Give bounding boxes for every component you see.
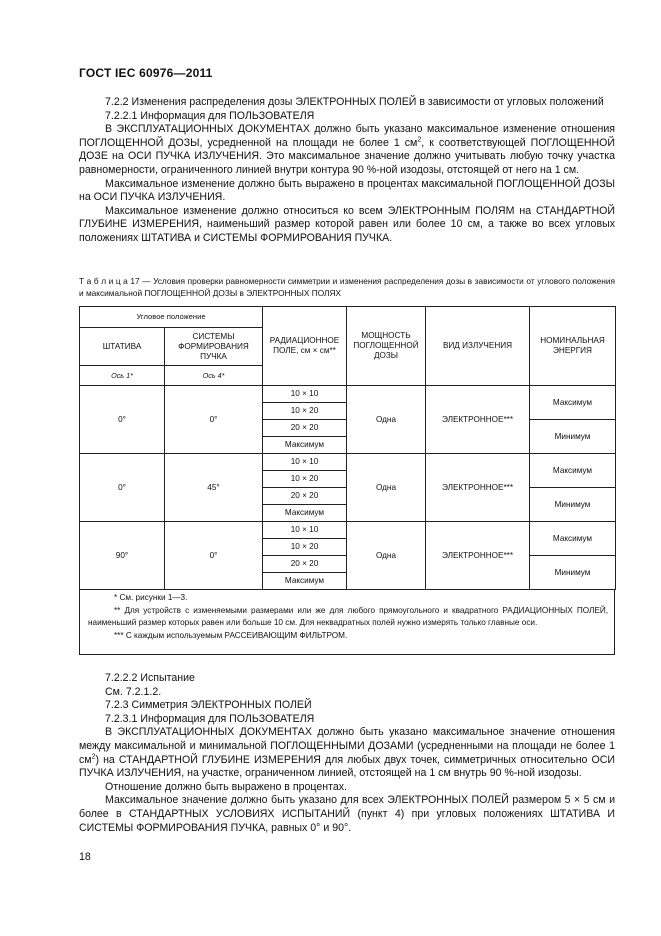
energy: Минимум bbox=[530, 420, 616, 454]
field-size: 20 × 20 bbox=[263, 488, 347, 505]
paragraph: В ЭКСПЛУАТАЦИОННЫХ ДОКУМЕНТАХ должно быть указано максимальное значение отношения между максимальной и минимальной ПОГЛОЩЕННЫМИ ДОЗАМИ (усредненными на площади не более 1 $см^2$) на СТАНДАРТНОЙ ГЛУБИНЕ ИЗМЕРЕНИЯ для любых двух точек, симметричных относительно ОСИ ПУЧКА ИЗЛУЧЕНИЯ, на участке, ограниченном линией, отстоящей на 1 см внутрь 90 %-ной изодозы. bbox=[79, 726, 615, 780]
header-axis-1: Ось 1* bbox=[80, 366, 165, 386]
heading-7-2-3: 7.2.3 Симметрия ЭЛЕКТРОННЫХ ПОЛЕЙ bbox=[105, 699, 312, 712]
field-size: 10 × 20 bbox=[263, 539, 347, 556]
table-row bbox=[80, 386, 616, 403]
table-caption: Т а б л и ц а 17 — Условия проверки равномерности симметрии и изменения распределения дозы в зависимости от углового положения и максимальной ПОГЛОЩЕННОЙ ДОЗЫ в ЭЛЕКТРОННЫХ ПОЛЯХ bbox=[79, 276, 615, 298]
heading-7-2-3-1: 7.2.3.1 Информация для ПОЛЬЗОВАТЕЛЯ bbox=[105, 712, 315, 725]
field-size: Максимум bbox=[263, 573, 347, 590]
energy: Минимум bbox=[530, 488, 616, 522]
radiation-type: ЭЛЕКТРОННОЕ*** bbox=[426, 386, 530, 454]
field-size: 10 × 10 bbox=[263, 454, 347, 471]
field-size: 10 × 20 bbox=[263, 471, 347, 488]
paragraph: Отношение должно быть выражено в процентах. bbox=[105, 780, 347, 793]
header-bls: СИСТЕМЫ ФОРМИРОВАНИЯ ПУЧКА bbox=[165, 328, 263, 366]
header-radiation-field: РАДИАЦИОННОЕ ПОЛЕ, см × см** bbox=[263, 307, 347, 386]
header-gantry: ШТАТИВА bbox=[80, 328, 165, 366]
field-size: Максимум bbox=[263, 505, 347, 522]
radiation-type: ЭЛЕКТРОННОЕ*** bbox=[426, 454, 530, 522]
bls-angle: 45° bbox=[165, 454, 263, 522]
document-id: ГОСТ IEC 60976—2011 bbox=[79, 66, 213, 80]
field-size: 20 × 20 bbox=[263, 556, 347, 573]
gantry-angle: 90° bbox=[80, 522, 165, 590]
header-axis-4: Ось 4* bbox=[165, 366, 263, 386]
dose-rate: Одна bbox=[347, 386, 426, 454]
note-1: * См. рисунки 1—3. bbox=[114, 593, 188, 602]
paragraph: См. 7.2.1.2. bbox=[105, 685, 162, 698]
energy: Минимум bbox=[530, 556, 616, 590]
conditions-table bbox=[79, 306, 616, 590]
heading-7-2-2-1: 7.2.2.1 Информация для ПОЛЬЗОВАТЕЛЯ bbox=[105, 109, 315, 122]
page-number: 18 bbox=[79, 851, 91, 863]
table-row bbox=[80, 522, 616, 539]
header-nominal-energy: НОМИНАЛЬНАЯ ЭНЕРГИЯ bbox=[530, 307, 616, 386]
dose-rate: Одна bbox=[347, 454, 426, 522]
field-size: 10 × 20 bbox=[263, 403, 347, 420]
field-size: 10 × 10 bbox=[263, 522, 347, 539]
section-7-2-2 bbox=[79, 96, 615, 246]
field-size: 20 × 20 bbox=[263, 420, 347, 437]
bls-angle: 0° bbox=[165, 386, 263, 454]
gantry-angle: 0° bbox=[80, 454, 165, 522]
header-dose-rate: МОЩНОСТЬ ПОГЛОЩЕННОЙ ДОЗЫ bbox=[347, 307, 426, 386]
gantry-angle: 0° bbox=[80, 386, 165, 454]
note-3: *** С каждым используемым РАССЕИВАЮЩИМ ФИЛЬТРОМ. bbox=[114, 630, 348, 640]
paragraph: Максимальное изменение должно относиться ко всем ЭЛЕКТРОННЫМ ПОЛЯМ на СТАНДАРТНОЙ ГЛУБИНЕ ИЗМЕРЕНИЯ, наименьший размер которой равен или более 10 см, а также во всех угловых положениях ШТАТИВА и СИСТЕМЫ ФОРМИРОВАНИЯ ПУЧКА. bbox=[79, 204, 615, 244]
table-notes bbox=[79, 589, 615, 655]
field-size: Максимум bbox=[263, 437, 347, 454]
header-radiation-type: ВИД ИЗЛУЧЕНИЯ bbox=[426, 307, 530, 386]
bls-angle: 0° bbox=[165, 522, 263, 590]
note-2: ** Для устройств с изменяемыми размерами или же для любого прямоугольного и квадратного РАДИАЦИОННЫХ ПОЛЕЙ, наименьший размер которых равен или больше 10 см. Для неквадратных полей нужно измерять только главные оси. bbox=[88, 605, 608, 627]
radiation-type: ЭЛЕКТРОННОЕ*** bbox=[426, 522, 530, 590]
energy: Максимум bbox=[530, 454, 616, 488]
heading-7-2-2-2: 7.2.2.2 Испытание bbox=[105, 672, 195, 684]
energy: Максимум bbox=[530, 522, 616, 556]
paragraph: В ЭКСПЛУАТАЦИОННЫХ ДОКУМЕНТАХ должно быть указано максимальное изменение отношения ПОГЛОЩЕННОЙ ДОЗЫ, усредненной на площади не более 1 $см^2$, к соответствующей ПОГЛОЩЕННОЙ ДОЗЕ на ОСИ ПУЧКА ИЗЛУЧЕНИЯ. Это максимальное значение должно учитывать любую точку участка равномерности, ограниченного линией внутри контура 90 %-ной изодозы, отстоящей от него на 1 см. bbox=[79, 123, 616, 176]
dose-rate: Одна bbox=[347, 522, 426, 590]
heading-7-2-2: 7.2.2 Изменения распределения дозы ЭЛЕКТРОННЫХ ПОЛЕЙ в зависимости от угловых положений bbox=[105, 96, 604, 108]
paragraph: Максимальное изменение должно быть выражено в процентах максимальной ПОГЛОЩЕННОЙ ДОЗЫ на ОСИ ПУЧКА ИЗЛУЧЕНИЯ. bbox=[79, 177, 615, 204]
paragraph: Максимальное значение должно быть указано для всех ЭЛЕКТРОННЫХ ПОЛЕЙ размером 5 × 5 см и более в СТАНДАРТНЫХ УСЛОВИЯХ ИСПЫТАНИЙ (пункт 4) при угловых положениях ШТАТИВА И СИСТЕМЫ ФОРМИРОВАНИЯ ПУЧКА, равных 0° и 90°. bbox=[79, 794, 615, 834]
header-angular-position: Угловое положение bbox=[80, 307, 263, 328]
field-size: 10 × 10 bbox=[263, 386, 347, 403]
table-row bbox=[80, 454, 616, 471]
section-7-2-2-2 bbox=[79, 672, 615, 835]
energy: Максимум bbox=[530, 386, 616, 420]
